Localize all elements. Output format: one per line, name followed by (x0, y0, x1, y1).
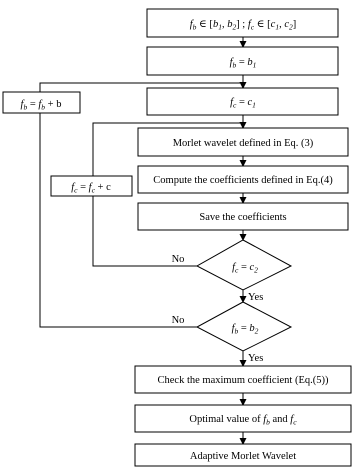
node-save-label: Save the coefficients (199, 212, 287, 223)
node-compute-label: Compute the coefficients defined in Eq.(4) (153, 175, 333, 186)
node-morlet-label: Morlet wavelet defined in Eq. (3) (172, 138, 314, 149)
edge-label-fc-no: No (171, 254, 185, 265)
node-adaptive-label: Adaptive Morlet Wavelet (189, 451, 297, 462)
node-save (138, 203, 348, 230)
edge-label-fb-yes: Yes (248, 353, 264, 364)
node-optimal (135, 405, 351, 432)
edge-label-fc-yes: Yes (248, 292, 264, 303)
node-inc-fc (51, 176, 132, 196)
node-dec-fc (197, 240, 291, 290)
node-dec-fb-label: $f_b = b_2$ (231, 323, 259, 336)
node-init-fc (147, 88, 338, 115)
node-morlet (138, 128, 348, 156)
node-compute (138, 166, 348, 193)
node-dec-fb (197, 302, 291, 351)
node-init-fc-label: $f_c = c_1$ (230, 97, 256, 110)
node-inc-fb (3, 92, 80, 113)
node-init-fb-label: $f_b = b_1$ (229, 57, 257, 70)
node-inc-fc-label: $f_c = f_c + c$ (71, 182, 111, 195)
node-range-label: $f_b$ ∈ [$b_1$, $b_2$] ; $f_c$ ∈ [$c_1$, $c_2$] (189, 19, 297, 32)
node-inc-fb-label: $f_b = f_b + b$ (20, 99, 62, 112)
node-adaptive (135, 444, 351, 466)
node-range (147, 9, 338, 37)
node-check (135, 366, 351, 393)
node-init-fb (147, 47, 338, 75)
node-optimal-label: Optimal value of $f_b$ and $f_c$ (189, 414, 297, 427)
node-dec-fc-label: $f_c = c_2$ (232, 262, 258, 275)
node-check-label: Check the maximum coefficient (Eq.(5)) (157, 375, 329, 386)
edge-label-fb-no: No (171, 315, 185, 326)
